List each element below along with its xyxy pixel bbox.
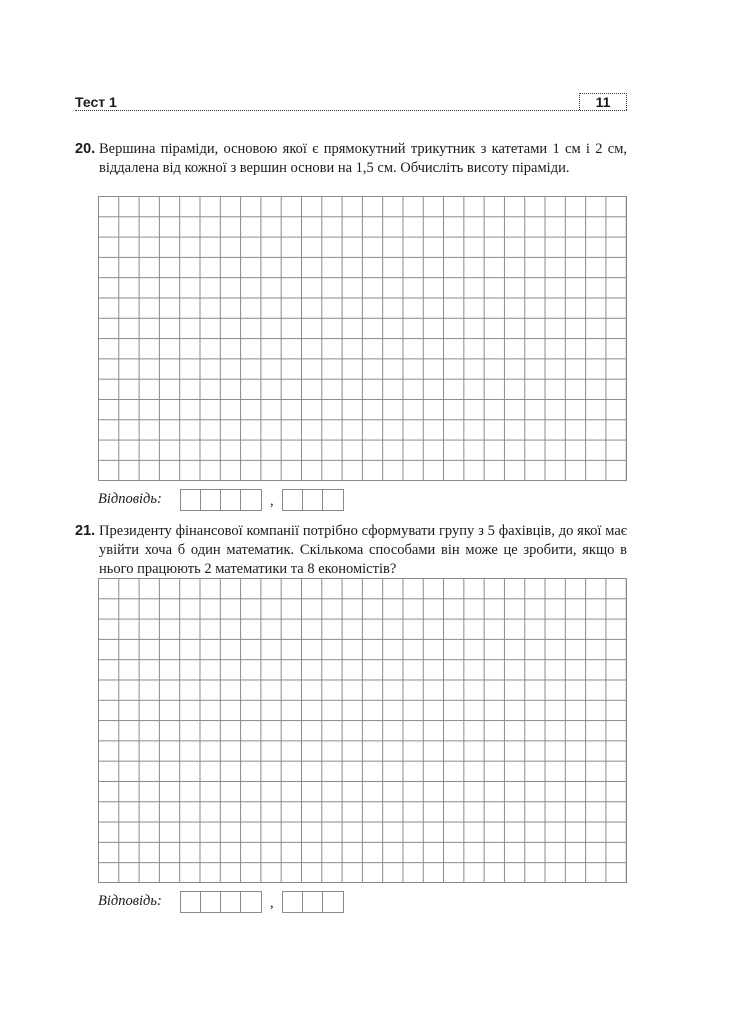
answer-cell[interactable] xyxy=(283,892,303,912)
task-text: Вершина піраміди, основою якої є прямокутний трикутник з катетами 1 см і 2 см, віддалена від кожної з вершин основи на 1,5 см. Обчисліть висоту піраміди. xyxy=(99,141,627,176)
answer-label: Відповідь: xyxy=(98,491,162,507)
answer-integer-cells[interactable] xyxy=(180,891,262,913)
task-20-work-grid[interactable] xyxy=(98,196,627,481)
answer-cell[interactable] xyxy=(201,892,221,912)
answer-cell[interactable] xyxy=(181,892,201,912)
answer-cell[interactable] xyxy=(303,892,323,912)
task-21-work-grid[interactable] xyxy=(98,578,627,883)
task-number: 20. xyxy=(75,141,96,157)
header-dotted-line xyxy=(75,110,627,111)
answer-cell[interactable] xyxy=(201,490,221,510)
answer-label: Відповідь: xyxy=(98,893,162,909)
task-text: Президенту фінансової компанії потрібно сформувати групу з 5 фахівців, до якої має увійти хоча б один математик. Скількома способами він може це зробити, якщо в нього працюють 2 математики та 8 економістів? xyxy=(99,523,627,577)
page-header xyxy=(75,94,627,111)
answer-cell[interactable] xyxy=(241,892,261,912)
task-number: 21. xyxy=(75,523,96,539)
answer-cell[interactable] xyxy=(323,490,343,510)
task-21-answer xyxy=(98,891,358,913)
answer-integer-cells[interactable] xyxy=(180,489,262,511)
answer-decimal-cells[interactable] xyxy=(282,891,344,913)
answer-cell[interactable] xyxy=(323,892,343,912)
answer-cell[interactable] xyxy=(181,490,201,510)
answer-comma: , xyxy=(270,895,274,911)
answer-cell[interactable] xyxy=(303,490,323,510)
answer-comma: , xyxy=(270,493,274,509)
task-20 xyxy=(75,140,627,178)
task-21 xyxy=(75,522,627,579)
page-number: 11 xyxy=(579,93,627,110)
answer-cell[interactable] xyxy=(283,490,303,510)
test-title: Тест 1 xyxy=(75,94,117,110)
task-20-answer xyxy=(98,489,358,511)
answer-decimal-cells[interactable] xyxy=(282,489,344,511)
answer-cell[interactable] xyxy=(221,490,241,510)
answer-cell[interactable] xyxy=(221,892,241,912)
answer-cell[interactable] xyxy=(241,490,261,510)
